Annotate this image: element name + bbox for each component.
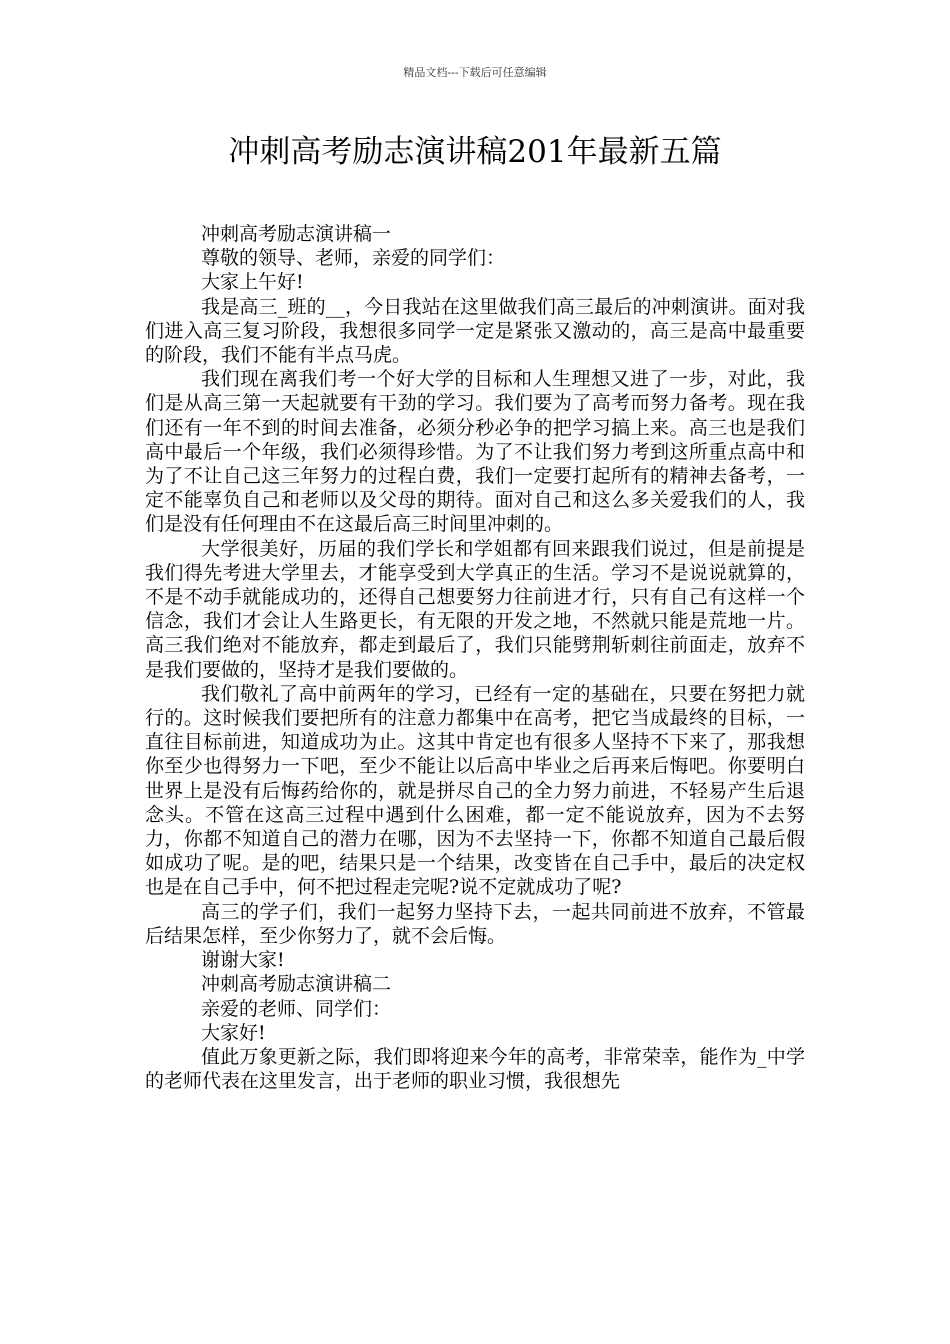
page-header-note: 精品文档---下载后可任意编辑 <box>403 66 547 79</box>
paragraph: 高三的学子们，我们一起努力坚持下去，一起共同前进不放弃，不管最后结果怎样，至少你努力了，就不会后悔。 <box>145 900 805 947</box>
document-title: 冲刺高考励志演讲稿201年最新五篇 <box>228 134 722 170</box>
paragraph: 值此万象更新之际，我们即将迎来今年的高考，非常荣幸，能作为_中学的老师代表在这里发言，出于老师的职业习惯，我很想先 <box>145 1045 805 1093</box>
salutation: 尊敬的领导、老师，亲爱的同学们： <box>201 247 506 270</box>
document-body <box>145 222 805 1093</box>
greeting: 大家好! <box>201 1021 266 1044</box>
paragraph: 大学很美好，历届的我们学长和学姐都有回来跟我们说过，但是前提是我们得先考进大学里去，才能享受到大学真正的生活。学习不是说说就算的，不是不动手就能成功的，还得自己想要努力往前进才行，只有自己有这样一个信念，我们才会让人生路更长，有无限的开发之地，不然就只能是荒地一片。高三我们绝对不能放弃，都走到最后了，我们只能劈荆斩刺往前面走，放弃不是我们要做的，坚持才是我们要做的。 <box>145 537 805 681</box>
closing: 谢谢大家! <box>201 949 285 972</box>
section-heading: 冲刺高考励志演讲稿一 <box>201 223 392 245</box>
section-heading: 冲刺高考励志演讲稿二 <box>201 973 392 996</box>
salutation: 亲爱的老师、同学们： <box>201 997 392 1020</box>
paragraph: 我们现在离我们考一个好大学的目标和人生理想又进了一步，对此，我们是从高三第一天起就要有干劲的学习。我们要为了高考而努力备考。现在我们还有一年不到的时间去准备，必须分秒必争的把学习搞上来。高三也是我们高中最后一个年级，我们必须得珍惜。为了不让我们努力考到这所重点高中和为了不让自己这三年努力的过程白费，我们一定要打起所有的精神去备考，一定不能辜负自己和老师以及父母的期待。面对自己和这么多关爱我们的人，我们是没有任何理由不在这最后高三时间里冲刺的。 <box>145 368 805 536</box>
paragraph: 我是高三_班的__，今日我站在这里做我们高三最后的冲刺演讲。面对我们进入高三复习阶段，我想很多同学一定是紧张又激动的，高三是高中最重要的阶段，我们不能有半点马虎。 <box>145 295 805 367</box>
paragraph: 我们敬礼了高中前两年的学习，已经有一定的基础在，只要在努把力就行的。这时候我们要把所有的注意力都集中在高考，把它当成最终的目标，一直往目标前进，知道成功为止。这其中肯定也有很多人坚持不下来了，那我想你至少也得努力一下吧，至少不能让以后高中毕业之后再来后悔吧。你要明白世界上是没有后悔药给你的，就是拼尽自己的全力努力前进，不轻易产生后退念头。不管在这高三过程中遇到什么困难，都一定不能说放弃，因为不去努力，你都不知道自己的潜力在哪，因为不去坚持一下，你都不知道自己最后假如成功了呢。是的吧，结果只是一个结果，改变皆在自己手中，最后的决定权也是在自己手中，何不把过程走完呢?说不定就成功了呢? <box>145 682 805 899</box>
greeting: 大家上午好! <box>201 271 304 294</box>
